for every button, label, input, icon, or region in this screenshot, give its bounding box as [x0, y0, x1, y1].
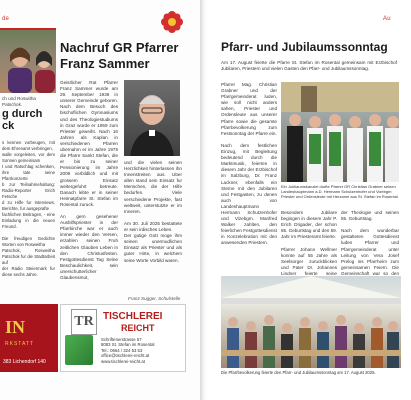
ad-werkstatt[interactable] — [0, 304, 58, 372]
women-photo-caption: ch und Roswitha Patschok. — [2, 96, 36, 107]
article-title: Nachruf GR Pfarrer Franz Sammer — [60, 40, 179, 71]
ad-werkstatt-brand: IN — [5, 317, 26, 337]
right-article-title: Pfarr- und Jubilaumssonntag — [221, 40, 388, 54]
left-page — [0, 0, 200, 400]
tischlerei-logo-icon: TR — [71, 309, 97, 335]
running-head-right: Au — [383, 16, 391, 22]
crowd-tent-figures — [221, 276, 401, 368]
right-article-intro: Am 17. August feierte die Pfarre St. Stefan im Rosental gemeinsam mit Erzbischof Jubilaren, Priestern und vielen Gasten den Pfarr- und Jubilaumssonntag. — [221, 60, 397, 72]
clergy-photo-caption: Ein Jubilaumskanzlei durfte Pfarrer GR Christian Grabner seinen Landeshauptmann a.D. Hermann Schutzenhofer und Vizebgm Priester und Ordensleute mit Herzanm aus St. Stefan im Rosental — [281, 184, 398, 199]
women-photo-figures — [0, 30, 56, 93]
clergy-group-photo — [281, 82, 399, 182]
side-headline: g durch ck — [2, 108, 43, 132]
ad-werkstatt-address: 383 Lichendorf 140 — [3, 359, 46, 365]
tischlerei-sub: REICHT — [121, 323, 155, 333]
right-body-col1-cont — [221, 186, 277, 264]
article-column-2: und die vielen seinen Herzlichkeit hinterlassen ihn Innenstreiten aus. Uber allen stand sein Einsatz fur Menschen, die der Hilfe bedurfen. Viele verschiedene Projekte, fast weltweit, unterstutzte er im Inneren. Am 30. Juli 2025 bestattete er sein irdisches Leben. Der gutige Gott moge ihm seinen unermudlichen Einsatz als Priester und als guter Hirte, in welchem seine Worte Vorbild waren. — [124, 160, 182, 263]
right-body-col1: Pfarrer Mag. Christian Grabner und der Pfarrgemeinderat luden, wie soll nicht anders sahen, Priester und Ordensleute aus unserer Pfarre sowie die gesamte Pfarrbevolkerung zum Festsonntag der Pfarre ein. Nach dem festlichen Einzug, mit Begleitung bedeutend durch die Marktmusik, feierten in diesem Jahr der Erzbischof im Salzburg, Dr. Franz Lackner, ebenfalls ein Sterne mit den Jubilaren und Festgasten, zu denen auch von Landeshauptmann Hermann Schutzenhofer und Vizebgm. Manfred Walker zahlten, den feierlichen Festgottesdienst in Konzelebration mit den anwesenden Priestern. — [221, 82, 277, 246]
tischlerei-contact: Schriftenerstrasse 57 8083 St. Stefan im Rosental Tel.: 0664 / 324 53 53 office@tischlerei-reicht.at www.tischlerei-reicht.at — [101, 337, 155, 364]
priest-portrait-figure — [124, 80, 180, 156]
running-head-left: de — [2, 16, 10, 22]
side-body: s kennen vorbeugen, mit dem Ehrenamt verbringen, walle vorgeleiten, vor dem Sonnen gemeinsam t und Ratschlag schenken, ihre tate seine Pfarrkonzerte b zur Teilnahmehaltung: Radio-Reporter Erich Fetsche d zu Hilfe fur Interviews, Berichte, fur ausgeprafte fachlichen Beitragen, - eine Einladung in die neuen Freund. Die freudigen Gedichte Worten von Rosweitha Patschok, Rosweitha Patschok fur die Stadtarbeit auf der Radio Steiermark fur diese sechs Jahre. — [2, 140, 55, 277]
clergy-group-figures — [281, 82, 399, 182]
tischlerei-leaf-graphic — [65, 335, 93, 365]
parish-logo-icon — [160, 10, 184, 34]
crowd-photo-caption: Die Pfarrbevolkerung feierte den Pfarr- und Jubilaumssonntag am 17. August 2025. — [221, 370, 376, 375]
ad-tischlerei[interactable] — [60, 304, 186, 372]
priest-portrait — [124, 80, 180, 156]
article-signature: Franz Sugger, Schulstelle — [128, 296, 181, 301]
article-column-1-text: Geistlicher Rat Pfarrer Franz Sammer wurde am 29. September 1936 in unserer Gemeinde geboren. Nach dem Besuch des bischoflichen Gymnasiums und des Theologiestudiums in Graz wurde er 1959 zum Priester geweiht. Nach 16 Jahren als Kaplan in verschiedenen Pfarren ubernahm er im Jahre 1975 die Pfarre Sankt Stefan, die er bis zu seiner Pensionierung im Jahre 2009 vorbildlich und mit grossem Einsatz weitergefuhrt betreute. Danach lebte er in seiner Heimatpfarre St. Stefan im Rosental zuruck. An gern gesehener Aushilfspriester in der Pfarrkirche war er auch immer wieder den Versen, erzahlen seinen Fruh zeitlichen Glauben Leben in den Christusfesten. Festgottesdienst Tag Seine Beschaulichkeit, sein unerschutterlicher Glaubensmut, — [60, 80, 118, 280]
ad-werkstatt-sub: RKSTATT — [5, 341, 35, 347]
crowd-photo — [221, 276, 401, 368]
right-page — [200, 0, 401, 400]
right-body-col3: der Theologie und seinen 55. Geburtstag. Nach dem wunderbar gestalteten Gottesdienst luden Pfarrer und Pfarrgemeinderat unter Leitung von Vera Josef Prelog ins Pfarrheim zum gemeinsamen Feiern. Die Gemeinschaft war so den — [341, 210, 399, 276]
tischlerei-brand: TISCHLEREI — [103, 311, 163, 322]
article-column-1 — [60, 80, 118, 298]
right-body-col2: Besonders Jubilare begingen in diesem Jahr P. Erich Drigader, der schon 85. Geburtstag und den 59. Jahr im Priesteramt feierte. Pfarrer Johann Wellmer konnte auf 55 Jahre als Seelsorger zuruckblicken und Pater Dr. Johannes Lindner feierte seine — [281, 210, 337, 276]
women-photo — [0, 30, 56, 93]
